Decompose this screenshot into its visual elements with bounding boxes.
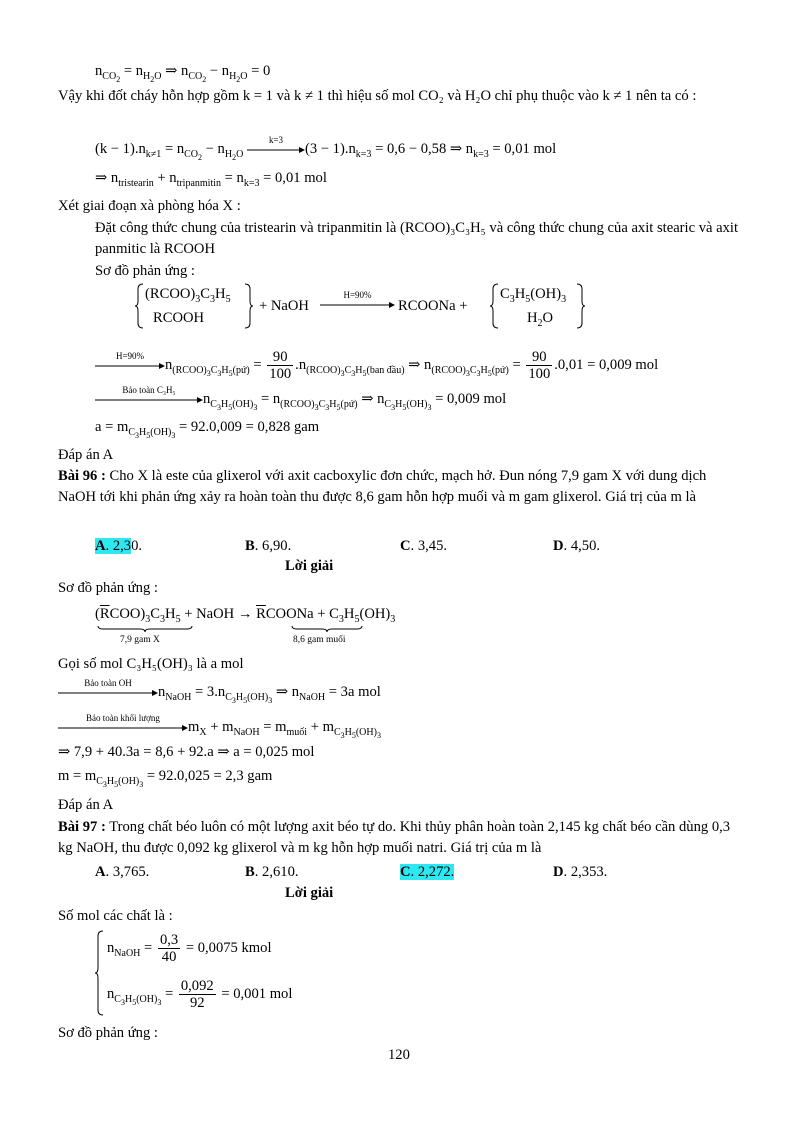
equation-solve-a: ⇒ 7,9 + 40.3a = 8,6 + 92.a ⇒ a = 0,025 mol	[58, 744, 315, 760]
scheme-label-3: Sơ đồ phản ứng :	[58, 1025, 158, 1041]
q97-option-d[interactable]: D. 2,353.	[553, 864, 608, 880]
saponification-title: Xét giai đoạn xà phòng hóa X :	[58, 198, 241, 214]
answer-2: Đáp án A	[58, 797, 114, 813]
q97-option-b[interactable]: B. 2,610.	[245, 864, 299, 880]
equation-mass-conservation: Bảo toàn khối lượng $m_X + m_{NaOH} = m_{muối} + m_{C_3H_5(OH)_3}$	[86, 712, 381, 740]
scheme-label-1: Sơ đồ phản ứng :	[95, 263, 195, 279]
q96-option-c[interactable]: C. 3,45.	[400, 538, 448, 554]
equation-h90: H=90% $n_{(RCOO)_3C_3H_5(pứ)}$ = $\frac{90}{100}$ $.n_{(RCOO)_3C_3H_5(ban đầu)}$ ⇒ $n_{(RCOO)_3C_3H_5(pứ)}$ = $\frac{90}{100}$ .0,01 = 0,009 mol	[115, 349, 659, 383]
equation-a: $a = m_{C_3H_5(OH)_3} = 92.0,009 = 0,828$ gam	[95, 419, 320, 440]
q96-option-b[interactable]: B. 6,90.	[245, 538, 292, 554]
reaction-scheme-2: $(\overline{R}COO)_3C_3H_5$ + NaOH → $\overline{R}COONa + C_3H_5(OH)_3$ 7,9 gam X 8,6 gam muối	[95, 606, 396, 645]
equation-sum: ⇒ $n_{tristearin} + n_{tripanmitin} = n_{k=3} = 0,01$ mol	[95, 170, 327, 189]
equation-co2-h2o: $n_{CO_2} = n_{H_2O}$ ⇒ $n_{CO_2} - n_{H_2O} = 0$	[95, 63, 271, 84]
question-96: Bài 96 : Cho X là este của glixerol với axit cacboxylic đơn chức, mạch hở. Đun nóng 7,9 gam X với dung dịch NaOH tới khi phản ứng xảy ra hoàn toàn thu được 8,6 gam hỗn hợp muối và m gam glixerol. Giá trị của m là	[58, 468, 707, 505]
question-97: Bài 97 : Trong chất béo luôn có một lượng axit béo tự do. Khi thủy phân hoàn toàn 2,145 kg chất béo cần dùng 0,3 kg NaOH, thu được 0,092 kg glixerol và m kg hỗn hợp muối natri. Giá trị của m là	[58, 819, 731, 856]
q96-option-a[interactable]: A. 2,30.	[95, 538, 143, 554]
equation-m: $m = m_{C_3H_5(OH)_3} = 92.0,025 = 2,3$ gam	[58, 768, 273, 789]
q97-option-a[interactable]: A. 3,765.	[95, 864, 150, 880]
equation-oh-conservation: Bảo toàn OH $n_{NaOH} = 3.n_{C_3H_5(OH)_3}$ ⇒ $n_{NaOH} = 3a$ mol	[84, 677, 381, 705]
reaction-scheme-1: $(RCOO)_3C_3H_5$ RCOOH + NaOH H=90% RCOONa + $C_3H_5(OH)_3$ $H_2O$	[135, 283, 755, 329]
moles-system: $n_{NaOH}$ = $\frac{0,3}{40}$ = 0,0075 kmol $n_{C_3H_5(OH)_3}$ = $\frac{0,092}{92}$ = 0,001 mol	[95, 928, 395, 1018]
moles-label: Số mol các chất là :	[58, 908, 173, 924]
saponification-paragraph: Đặt công thức chung của tristearin và tripanmitin là (RCOO)₃C₃H₅ và công thức chung của axit stearic và axit panmitic là RCOOH	[95, 220, 739, 257]
intro-paragraph: Vậy khi đốt cháy hỗn hợp gồm k = 1 và k ≠ 1 thì hiệu số mol CO₂ và H₂O chỉ phụ thuộc vào k ≠ 1 nên ta có :	[58, 88, 697, 104]
page-number: 120	[388, 1047, 410, 1063]
let-moles: Gọi số mol C₃H₅(OH)₃ là a mol	[58, 656, 244, 672]
solution-heading-96: Lời giải	[285, 558, 334, 574]
answer-1: Đáp án A	[58, 447, 114, 463]
solution-heading-97: Lời giải	[285, 885, 334, 901]
q96-option-d[interactable]: D. 4,50.	[553, 538, 601, 554]
equation-c3h5-conservation: Bảo toàn C₃H₅ $n_{C_3H_5(OH)_3} = n_{(RCOO)_3C_3H_5(pứ)}$ ⇒ $n_{C_3H_5(OH)_3} = 0,009$ mol	[122, 384, 507, 412]
equation-k-diff: $(k - 1).n_{k\ne 1} = n_{CO_2} - n_{H_2O}$ k=3 $(3 - 1).n_{k=3} = 0,6 - 0,58$ ⇒ $n_{k=3} = 0,01$ mol	[95, 134, 557, 162]
q97-option-c[interactable]: C. 2,272.	[400, 864, 455, 880]
scheme-label-2: Sơ đồ phản ứng :	[58, 580, 158, 596]
